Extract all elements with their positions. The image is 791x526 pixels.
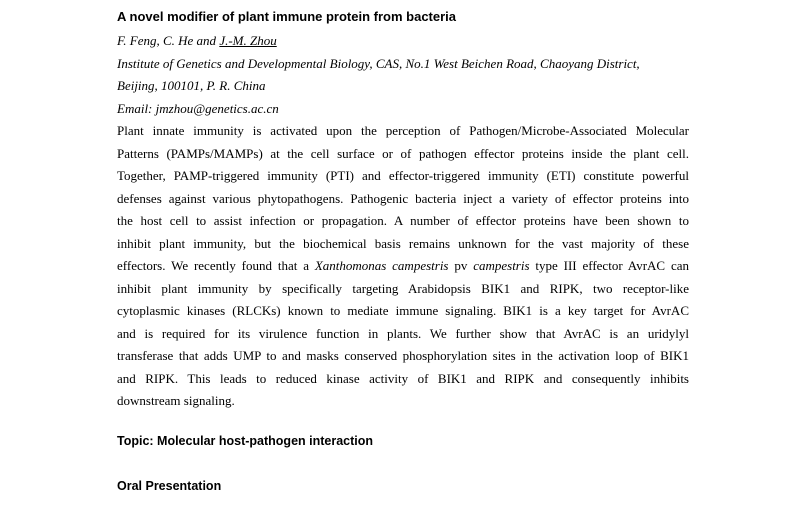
affiliation-line-2: Beijing, 100101, P. R. China xyxy=(117,78,266,93)
abstract-page xyxy=(117,8,689,493)
abstract-line: Patterns (PAMPs/MAMPs) at the cell surface or of pathogen effector proteins inside the plant cell. xyxy=(117,145,689,161)
abstract-line: defenses against various phytopathogens. Pathogenic bacteria inject a variety of effector proteins into xyxy=(117,190,689,206)
abstract-line: the host cell to assist infection or propagation. A number of effector proteins have been shown to xyxy=(117,213,689,228)
topic-line: Topic: Molecular host-pathogen interaction xyxy=(117,434,374,448)
abstract-line: and RIPK. This leads to reduced kinase activity of BIK1 and RIPK and consequently inhibits xyxy=(117,370,689,386)
abstract-line: and is required for its virulence function in plants. We further show that AvrAC is an uridylyl xyxy=(117,325,689,341)
email-line: Email: jmzhou@genetics.ac.cn xyxy=(117,100,279,116)
abstract-line: inhibit plant immunity, but the biochemical basis remains unknown for the vast majority of these xyxy=(117,235,689,251)
author-line xyxy=(117,30,689,53)
abstract-line-species xyxy=(117,255,689,278)
abstract-line: cytoplasmic kinases (RLCKs) known to mediate immune signaling. BIK1 is a key target for AvrAC xyxy=(117,303,689,318)
abstract-text-segment: type III effector AvrAC can xyxy=(529,258,689,273)
abstract-line: inhibit plant immunity by specifically targeting Arabidopsis BIK1 and RIPK, two receptor-like xyxy=(117,280,689,296)
abstract-line: Together, PAMP-triggered immunity (PTI) and effector-triggered immunity (ETI) constitute powerful xyxy=(117,168,689,183)
abstract-text-segment: effectors. We recently found that a xyxy=(117,258,315,273)
abstract-line: transferase that adds UMP to and masks conserved phosphorylation sites in the activation loop of BIK1 xyxy=(117,348,689,363)
abstract-line: downstream signaling. xyxy=(117,393,235,408)
authors-prefix: F. Feng, C. He and xyxy=(117,33,220,48)
presentation-type: Oral Presentation xyxy=(117,479,222,493)
pathovar-name: campestris xyxy=(473,258,530,273)
abstract-line: Plant innate immunity is activated upon the perception of Pathogen/Microbe-Associated Molecular xyxy=(117,123,689,138)
abstract-text-segment: pv xyxy=(448,258,474,273)
abstract-body xyxy=(117,120,689,413)
species-name: Xanthomonas campestris xyxy=(314,258,449,273)
paper-title: A novel modifier of plant immune protein from bacteria xyxy=(117,9,457,24)
affiliation-line-1: Institute of Genetics and Developmental Biology, CAS, No.1 West Beichen Road, Chaoyang District, xyxy=(117,55,640,71)
corresponding-author: J.-M. Zhou xyxy=(219,33,277,48)
